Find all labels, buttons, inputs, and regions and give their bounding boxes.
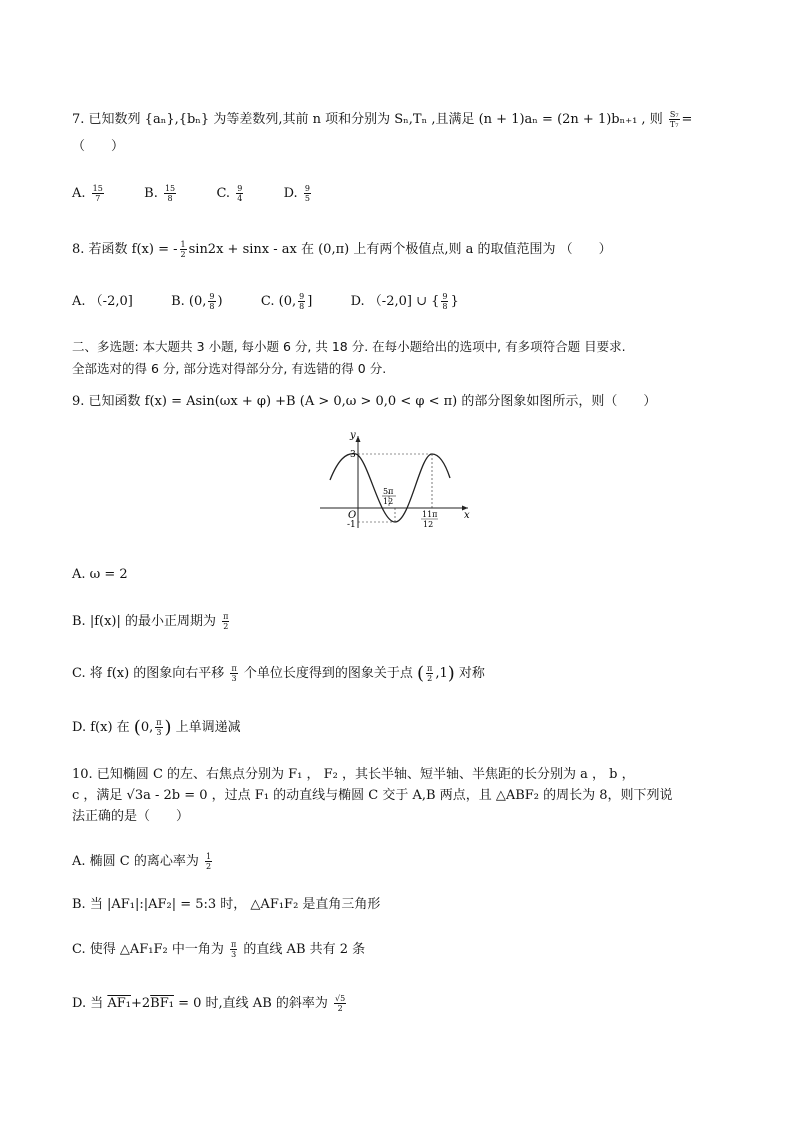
- q9-graph: [316, 430, 476, 534]
- q10-line1: 10. 已知椭圆 C 的左、右焦点分别为 F₁ ， F₂ ，其长半轴、短半轴、半焦距的长分别为 a ， b ，: [72, 767, 635, 782]
- q9-option-c: C. 将 f(x) 的图象向右平移 $\frac{\pi}{3}$ 个单位长度得到的图象关于点 ( $\frac{\pi}{2}$ ,1) 对称: [72, 662, 485, 684]
- vector-af1: AF₁: [107, 996, 131, 1011]
- q7-option-a: A. $\frac{15}{7}$: [72, 184, 103, 203]
- q10-option-c: C. 使得 △AF₁F₂ 中一角为 $\frac{\pi}{3}$ 的直线 AB 共有 2 条: [72, 940, 366, 959]
- q8-stem: 8. 若函数 f(x) = - $\frac{1}{2}$ sin2x + sinx - ax 在 (0,π) 上有两个极值点,则 a 的取值范围为 （ ）: [72, 240, 612, 259]
- vector-bf1: BF₁: [150, 996, 174, 1011]
- q8-options: [72, 292, 459, 311]
- x-tick1-den: 12: [383, 497, 394, 506]
- q9-option-b: B. |f(x)| 的最小正周期为 $\frac{\pi}{2}$: [72, 612, 229, 631]
- q8-option-c: C. (0, $\frac{9}{8}$ ]: [260, 292, 313, 311]
- y-min-label: -1: [347, 520, 356, 530]
- q8-option-d: D. （-2,0] ∪ { $\frac{9}{8}$ }: [350, 292, 459, 311]
- function-graph: [316, 430, 476, 530]
- q8-option-a: A. （-2,0]: [72, 294, 133, 309]
- q7-options: [72, 184, 313, 203]
- q7-answer-paren: （ ）: [72, 139, 125, 154]
- q7-fraction: $\frac{\text{S₇}}{\text{T₇}}$: [669, 110, 679, 129]
- q10-line2: c ，满足 √3a - 2b = 0 ，过点 F₁ 的动直线与椭圆 C 交于 A,B 两点，且 △ABF₂ 的周长为 8，则下列说: [72, 788, 673, 803]
- section2-line2: 全部选对的得 6 分, 部分选对得部分分, 有选错的得 0 分.: [72, 361, 387, 376]
- q10-option-b: B. 当 |AF₁|:|AF₂| = 5:3 时， △AF₁F₂ 是直角三角形: [72, 897, 381, 912]
- q8-option-b: B. (0, $\frac{9}{8}$ ): [171, 292, 223, 311]
- y-axis-arrow: [356, 436, 361, 442]
- y-axis-label: y: [350, 430, 356, 441]
- q7-option-b: B. $\frac{15}{8}$: [144, 184, 176, 203]
- q9-stem: 9. 已知函数 f(x) = Asin(ωx + φ) +B (A > 0,ω > 0,0 < φ < π) 的部分图象如图所示，则（ ）: [72, 394, 657, 409]
- x-axis-label: x: [464, 510, 470, 521]
- q10-option-a: A. 椭圆 C 的离心率为 $\frac{1}{2}$: [72, 852, 212, 871]
- q10-line3: 法正确的是（ ）: [72, 809, 190, 824]
- origin-label: O: [348, 510, 357, 521]
- section2-line1: 二、多选题: 本大题共 3 小题, 每小题 6 分, 共 18 分. 在每小题给出的选项中, 有多项符合题 目要求.: [72, 339, 626, 354]
- x-tick2-num: 11π: [422, 510, 438, 519]
- q7-option-c: C. $\frac{9}{4}$: [216, 184, 243, 203]
- q7-option-d: D. $\frac{9}{5}$: [283, 184, 310, 203]
- y-max-label: 3: [350, 450, 356, 460]
- x-tick1-num: 5π: [383, 487, 394, 496]
- q9-option-a: A. ω = 2: [72, 567, 128, 582]
- q10-option-d: D. 当 AF₁+2BF₁ = 0 时,直线 AB 的斜率为 $\frac{√5}{2}$: [72, 994, 346, 1013]
- q7-stem: 7. 已知数列 {aₙ},{bₙ} 为等差数列,其前 n 项和分别为 Sₙ,Tₙ ,且满足 (n + 1)aₙ = (2n + 1)bₙ₊₁ , 则 $\frac{\text{S₇}}{\text{T₇}}$ =: [72, 110, 693, 129]
- x-tick2-den: 12: [423, 520, 434, 529]
- q9-option-d: D. f(x) 在 (0, $\frac{\pi}{3}$ ) 上单调递减: [72, 716, 241, 738]
